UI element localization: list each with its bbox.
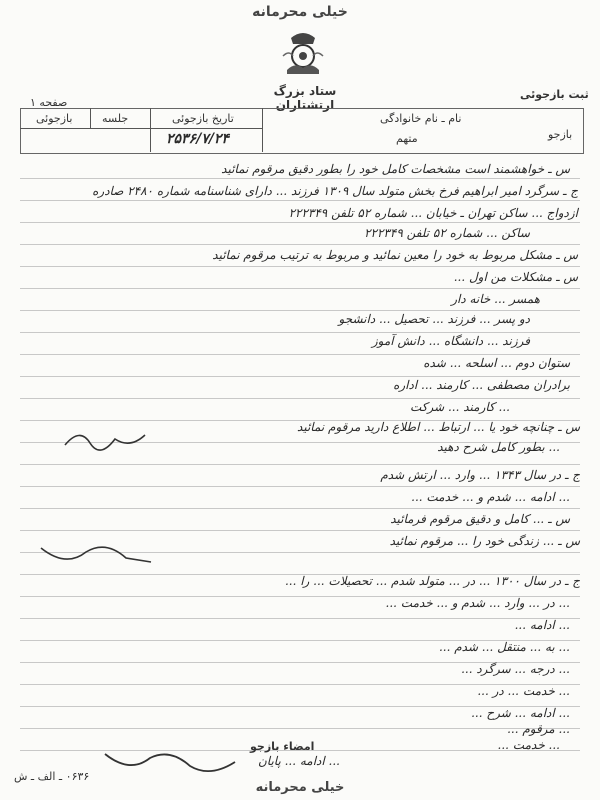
text-line: س ـ ... زندگی خود را ... مرقوم نمائید xyxy=(389,534,580,548)
text-line: ساکن ... شماره ۵۲ تلفن ۲۲۲۳۴۹ xyxy=(364,226,530,240)
signature-mark xyxy=(100,744,240,780)
signature-label: امضاء بازجو xyxy=(250,740,315,753)
text-line: ... بطور کامل شرح دهید xyxy=(437,440,560,454)
text-line: برادران مصطفی ... کارمند ... اداره xyxy=(393,378,570,392)
classification-bottom: خیلی محرمانه xyxy=(255,780,345,795)
signature-mark xyxy=(36,540,156,570)
text-line: س ـ مشکل مربوط به خود را معین نمائید و مربوط به ترتیب مرقوم نمائید xyxy=(212,248,578,262)
emblem-icon xyxy=(275,26,331,82)
name-label: نام ـ نام خانوادگی xyxy=(380,112,462,125)
classification-top: خیلی محرمانه xyxy=(252,4,348,20)
text-line: س ـ مشکلات من اول ... xyxy=(453,270,578,284)
text-line: ... کارمند ... شرکت xyxy=(409,400,510,414)
session-label: جلسه xyxy=(102,112,129,125)
text-line: ستوان دوم ... اسلحه ... شده xyxy=(423,356,570,370)
text-line: ... خدمت ... xyxy=(497,738,560,752)
text-line: ازدواج ... ساکن تهران ـ خیابان ... شماره ۵۲ تلفن ۲۲۲۳۴۹ xyxy=(288,206,578,220)
accused-label: متهم xyxy=(396,132,418,145)
text-line: ... خدمت ... در ... xyxy=(477,684,570,698)
text-line: س ـ خواهشمند است مشخصات کامل خود را بطور دقیق مرقوم نمائید xyxy=(221,162,570,176)
text-line: س ـ چنانچه خود یا ... ارتباط ... اطلاع دارید مرقوم نمائید xyxy=(297,420,580,434)
text-line: ج ـ در سال ۱۳۴۳ ... وارد ... ارتش شدم xyxy=(380,468,580,482)
text-line: ... درجه ... سرگرد ... xyxy=(461,662,570,676)
text-line: ... ادامه ... پایان xyxy=(257,754,340,768)
text-line: ... مرقوم ... xyxy=(507,722,570,736)
form-title: ثبت بازجوئی xyxy=(520,88,589,101)
text-line: س ـ ... کامل و دقیق مرقوم فرمائید xyxy=(390,512,570,526)
page-number: صفحه ۱ xyxy=(30,96,68,109)
date-label: تاریخ بازجوئی xyxy=(172,112,234,125)
text-line: دو پسر ... فرزند ... تحصیل ... دانشجو xyxy=(338,312,530,326)
org-name: ستاد بزرگ ارتشتاران xyxy=(273,84,337,112)
text-line: ... به ... منتقل ... شدم ... xyxy=(438,640,570,654)
interrogator-label: بازجو xyxy=(548,128,573,141)
text-line: ... در ... وارد ... شدم و ... خدمت ... xyxy=(385,596,570,610)
text-line: فرزند ... دانشگاه ... دانش آموز xyxy=(371,334,530,348)
text-line: ... ادامه ... شرح ... xyxy=(471,706,570,720)
text-line: همسر ... خانه دار xyxy=(451,292,540,306)
text-line: ج ـ سرگرد امیر ابراهیم فرخ بخش متولد سال ۱۳۰۹ فرزند ... دارای شناسنامه شماره ۲۴۸۰ صادره xyxy=(92,184,578,198)
interrogation-label: بازجوئی xyxy=(36,112,73,125)
signature-mark xyxy=(60,425,150,455)
text-line: ... ادامه ... xyxy=(514,618,570,632)
date-value: ۲۵۳۶/۷/۲۴ xyxy=(166,131,229,147)
text-line: ج ـ در سال ۱۳۰۰ ... در ... متولد شدم ... تحصیلات ... را ... xyxy=(284,574,580,588)
text-line: ... ادامه ... شدم و ... خدمت ... xyxy=(411,490,570,504)
footer-code: ۰۶۳۶ ـ الف ـ ش xyxy=(14,770,90,783)
